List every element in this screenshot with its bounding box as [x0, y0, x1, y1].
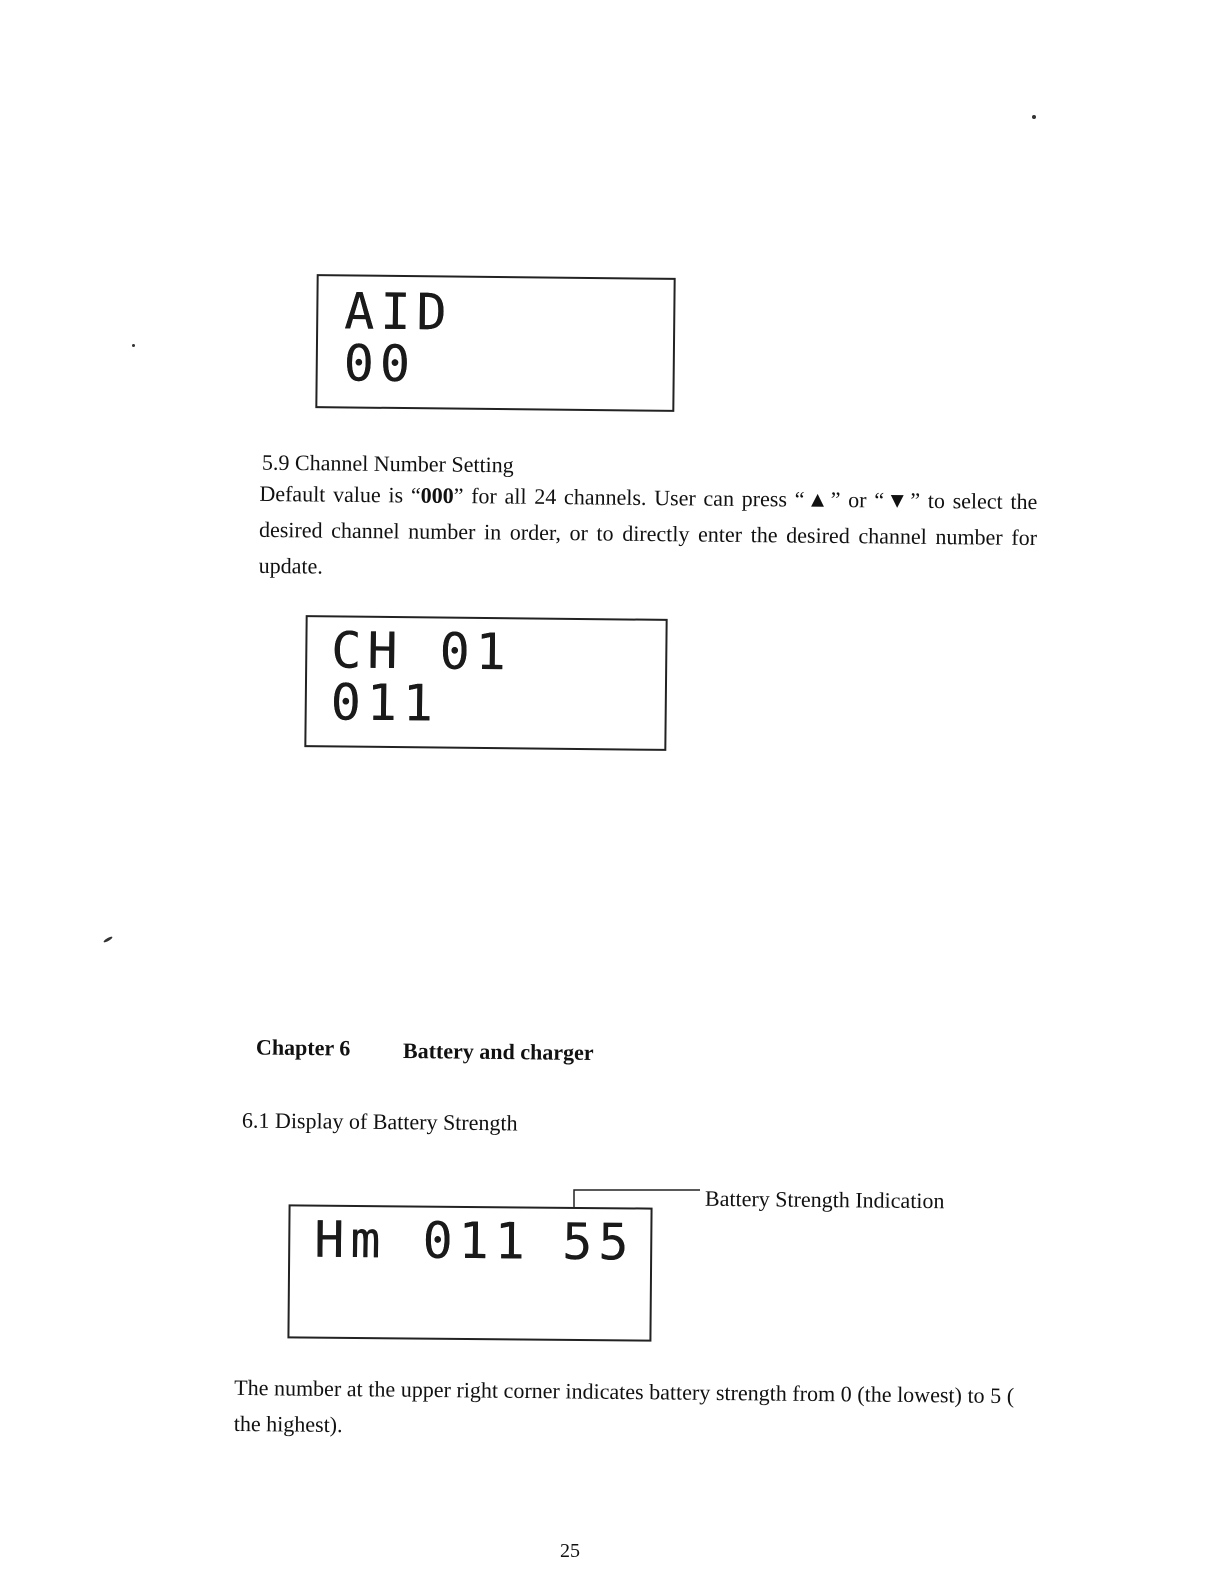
chapter-title: Battery and charger: [402, 1038, 594, 1065]
scan-speck: [132, 344, 135, 347]
lcd-line-2: 011: [330, 673, 440, 733]
battery-strength-value: 55: [562, 1212, 635, 1272]
paragraph-text: ” for all 24 channels. User can press “▲” or “▼” to select the desired channel number in order, or to directly enter the desired channel number for update.: [258, 482, 1038, 579]
battery-note: The number at the upper right corner indicates battery strength from 0 (the lowest) to 5 ( the highest).: [233, 1374, 1015, 1438]
lcd-display-channel: [304, 615, 667, 751]
lcd-display-aid: [315, 274, 675, 412]
section-heading: 6.1 Display of Battery Strength: [241, 1107, 518, 1136]
scan-speck: [1032, 115, 1036, 119]
page-number: 25: [560, 1540, 580, 1562]
section-heading: 5.9 Channel Number Setting: [261, 449, 514, 478]
lcd-line-2: 00: [343, 334, 417, 394]
default-value: 000: [420, 482, 454, 508]
lcd-display-battery: [287, 1204, 652, 1341]
scan-speck: [103, 936, 113, 944]
lcd-line-1: Hm 011: [314, 1210, 532, 1271]
lcd-line-1: AID: [344, 282, 453, 342]
section-paragraph: [258, 476, 1037, 592]
lcd-line-1: CH 01: [331, 621, 513, 682]
callout-label: Battery Strength Indication: [704, 1185, 945, 1214]
chapter-number: Chapter 6: [255, 1034, 351, 1061]
paragraph-text: Default value is “: [259, 480, 421, 508]
